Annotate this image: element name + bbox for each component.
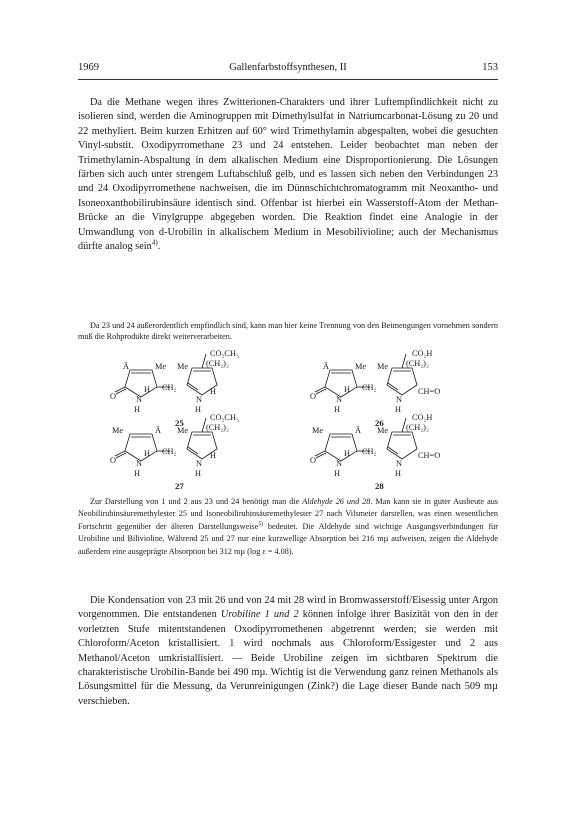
paragraph-2-part-2: können infolge ihrer Basizität von den in der vorletzten Stufe mitentstandenen Oxodipyrromethenen abgetrennt werden; sie werden mit Chloroform/Aceton kristallisiert. 1 wird nochmals aus Chloroform/Essigester und 2 aus Methanol/Aceton umkristallisiert. — Beide Urobiline zeigen im sichtbaren Spektrum die charakteristische Urobilin-Bande bei 490 mµ. Wichtig ist die Verwendung ganz reinen Methanols als Lösungsmittel für die Messung, da Verunreinigungen (Zink?) die Lage dieser Bande nach 509 mµ verschieben. [78, 609, 498, 707]
s26-sub-a: Ä [323, 362, 329, 371]
header-title: Gallenfarbstoffsynthesen, II [229, 62, 347, 73]
s26-me-right: Me [377, 362, 389, 371]
small-note [78, 320, 498, 342]
chemical-structures-figure [110, 350, 490, 490]
s27-h1: H [144, 449, 150, 458]
paragraph-1-text: Da die Methane wegen ihres Zwitterionen-Charakters und ihrer Luftempfindlichkeit nicht zu isolieren sind, werden die Aminogruppen mit Dimethylsulfat in Natriumcarbonat-Lösung zu 20 und 22 methyliert. Beim kurzen Erhitzen auf 60° wird Trimethylamin abgespalten, wobei die gesuchten Vinyl-substit. Oxodipyrromethane 23 und 24 entstehen. Leider beobachtet man neben der Trimethylamin-Abspaltung in dem alkalischen Medium eine Disproportionierung. Die Lösungen färben sich auch unter strengem Luftabschluß gelb, und es lassen sich neben den Verbindungen 23 und 24 Oxodipyrromethene nachweisen, die im Dünnschichtchromatogramm mit Neoxantho- und Isoneoxanthobilirubinsäure identisch sind. Offenbar ist hierbei ein Wasserstoff-Atom der Methan-Brücke an die Vinylgruppe abgegeben worden. Die Reaktion findet eine Analogie in der Umwandlung von d-Urobilin in alkalischem Medium in Mesobilivioline; auch der Mechanismus dürfte analog sein [78, 97, 498, 253]
s28-me-left: Me [312, 426, 324, 435]
s25-n1: N [136, 395, 142, 404]
s26-chain: (CH₂)₂ [406, 359, 429, 368]
s27-chain: (CH₂)₂ [206, 423, 229, 432]
s26-h4: H [395, 405, 401, 414]
s27-h4: H [195, 469, 201, 478]
s25-oxygen: O [110, 392, 116, 401]
s25-ch2: CH₂ [162, 383, 177, 392]
s28-h4: H [395, 469, 401, 478]
paragraph-1-end: . [157, 241, 161, 253]
s27-sub-a: Ä [155, 426, 161, 435]
header-rule [78, 79, 498, 80]
s26-h2: H [334, 405, 340, 414]
caption-emphasis: Aldehyde 26 und 28 [302, 497, 371, 506]
page-number: 153 [482, 62, 498, 73]
paragraph-2-emphasis: Urobiline 1 und 2 [220, 609, 299, 621]
header-year: 1969 [78, 62, 99, 73]
s25-me-right: Me [177, 362, 189, 371]
s28-n1: N [336, 459, 342, 468]
s28-aldehyde: CH=O [418, 451, 441, 460]
structure-label-28: 28 [375, 481, 384, 490]
s25-me-left: Me [155, 362, 167, 371]
s28-sub-a: Ä [355, 426, 361, 435]
s28-ch2: CH₂ [362, 447, 377, 456]
s28-oxygen: O [310, 456, 316, 465]
s28-h1: H [344, 449, 350, 458]
s25-n2: N [196, 395, 202, 404]
body-paragraph-1 [78, 96, 498, 254]
reference-4: 4) [151, 238, 158, 247]
s26-n1: N [336, 395, 342, 404]
caption-part-1: Zur Darstellung von 1 und 2 aus 23 und 24 benötigt man die [90, 497, 303, 506]
s25-h2: H [134, 405, 140, 414]
s25-h1: H [144, 385, 150, 394]
s26-aldehyde: CH=O [418, 387, 441, 396]
s26-ch2: CH₂ [362, 383, 377, 392]
s27-n1: N [136, 459, 142, 468]
s26-n2: N [396, 395, 402, 404]
small-note-text: Da 23 und 24 außerordentlich empfindlich sind, kann man hier keine Trennung von den Beimengungen vornehmen sondern muß die Rohprodukte direkt weiterverarbeiten. [78, 321, 498, 341]
s28-chain: (CH₂)₂ [406, 423, 429, 432]
s27-ester: CO₂CH₃ [210, 413, 239, 422]
s27-me-left: Me [112, 426, 124, 435]
reference-5: 5) [258, 521, 264, 528]
body-paragraph-2 [78, 594, 498, 709]
s26-me-left: Me [355, 362, 367, 371]
caption-part-2: . Man kann sie in guter Ausbeute aus Neobilirubinsäuremethylester 25 und Isoneobilirubinsäuremethylester 27 nach Vilsmeier darstellen, was einen wesentlichen Fortschritt gegenüber der älteren Darstellungsweise [78, 497, 498, 531]
s27-n2: N [196, 459, 202, 468]
s25-chain: (CH₂)₂ [206, 359, 229, 368]
caption-part-3: bedeutet. Die Aldehyde sind wichtige Ausgangsverbindungen für Urobiline und Bilivioline. Während 25 und 27 nur eine kurzwellige Absorption bei 216 mµ aufweisen, zeigen die Aldehyde außerdem eine ausgeprägte Absorption bei 312 mµ (log ε = 4.08). [78, 521, 498, 556]
s28-me-right: Me [377, 426, 389, 435]
paragraph-2-part-1: Die Kondensation von 23 mit 26 und von 24 mit 28 wird in Bromwasserstoff/Eisessig unter Argon vorgenommen. Die entstandenen [78, 595, 498, 621]
running-header [78, 62, 498, 80]
s27-ch2: CH₂ [162, 447, 177, 456]
structures-svg [110, 350, 490, 490]
s27-h2: H [134, 469, 140, 478]
s27-oxygen: O [110, 456, 116, 465]
s26-acid: CO₂H [412, 350, 433, 358]
s25-h3: H [210, 387, 216, 396]
s25-h4: H [195, 405, 201, 414]
structure-label-27: 27 [175, 481, 184, 490]
s28-n2: N [396, 459, 402, 468]
s27-h3: H [210, 451, 216, 460]
structure-label-26: 26 [375, 418, 384, 428]
figure-caption [78, 496, 498, 558]
s25-ester: CO₂CH₃ [210, 350, 239, 358]
s26-h1: H [344, 385, 350, 394]
s27-me-right: Me [177, 426, 189, 435]
s28-h2: H [334, 469, 340, 478]
s26-oxygen: O [310, 392, 316, 401]
structure-label-25: 25 [175, 418, 184, 428]
s28-acid: CO₂H [412, 413, 433, 422]
s25-sub-a: Ä [123, 362, 129, 371]
